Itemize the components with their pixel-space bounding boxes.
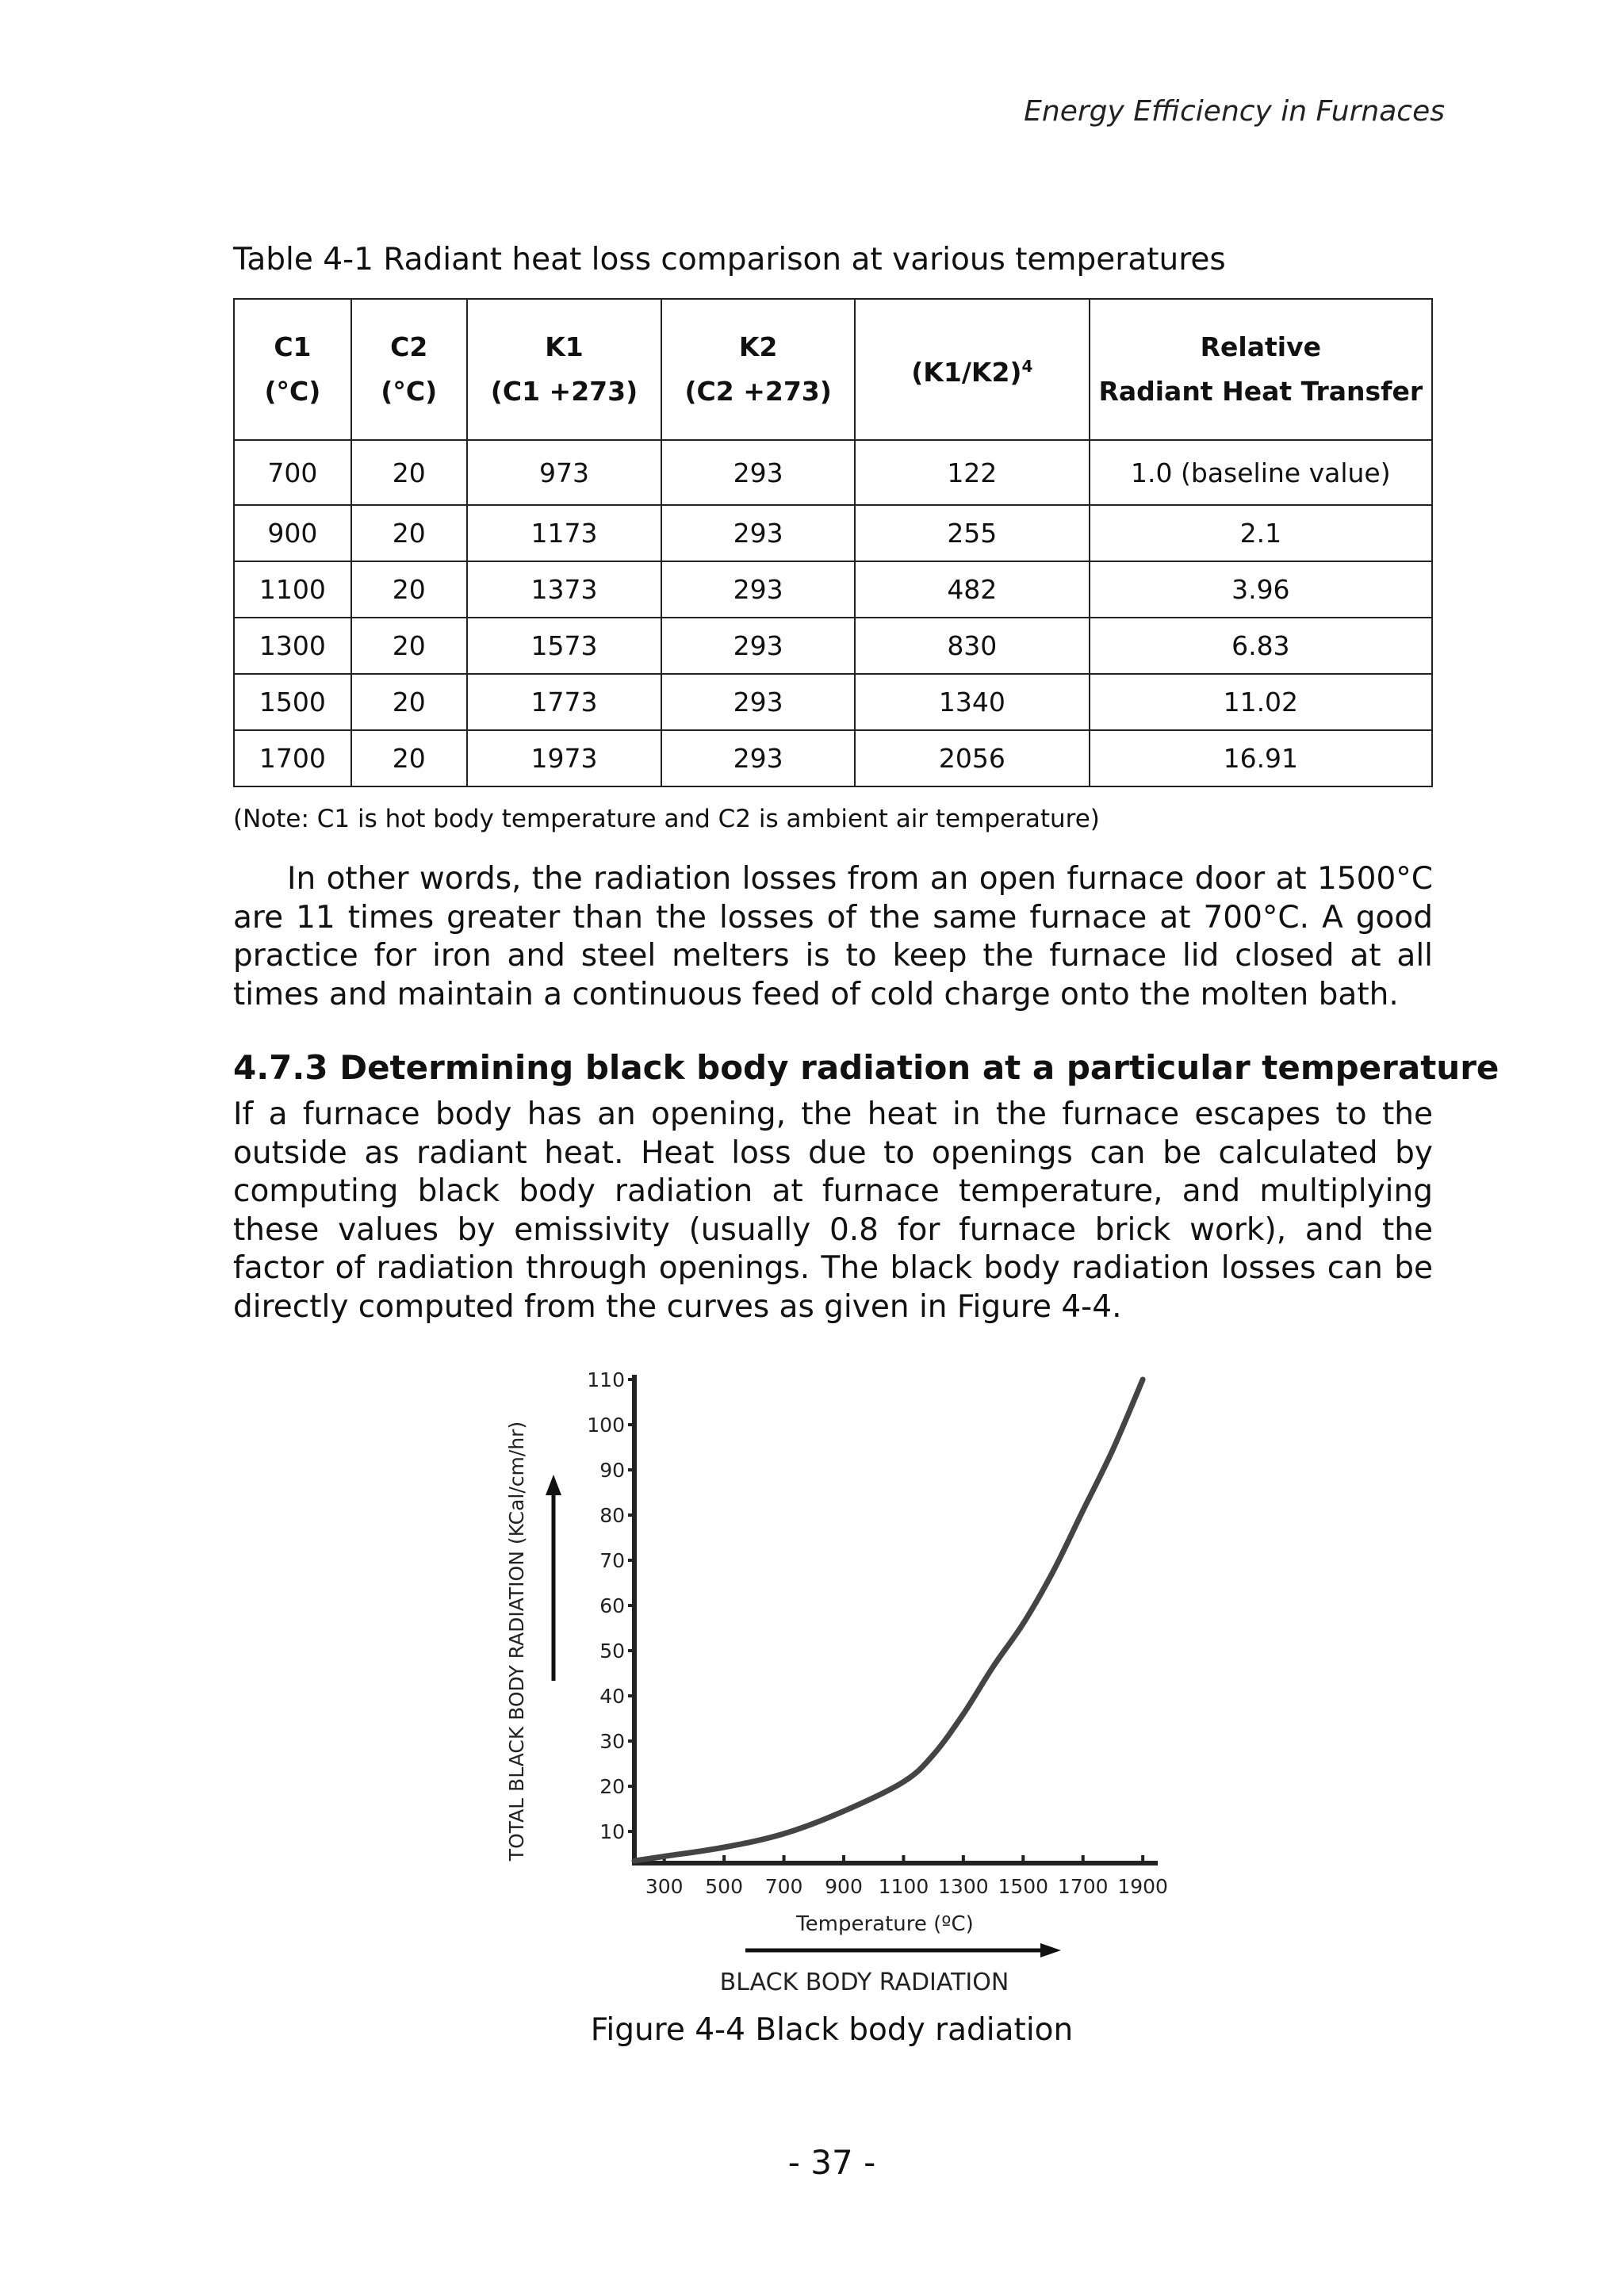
x-tick-label: 300	[645, 1875, 684, 1898]
radiant-heat-table	[233, 298, 1433, 787]
table-row: 1500 20 1773 293 1340 11.02	[234, 674, 1432, 730]
chart-title: BLACK BODY RADIATION	[719, 1969, 1009, 1996]
black-body-radiation-chart	[476, 1348, 1174, 1998]
y-tick-label: 50	[599, 1640, 625, 1663]
table-row: 1700 20 1973 293 2056 16.91	[234, 730, 1432, 786]
y-tick-label: 10	[599, 1820, 625, 1844]
running-head: Energy Efficiency in Furnaces	[1024, 95, 1445, 128]
x-tick-label: 900	[825, 1875, 863, 1898]
x-tick-label: 1100	[878, 1875, 929, 1898]
y-tick-label: 60	[599, 1594, 625, 1618]
y-tick-label: 40	[599, 1685, 625, 1709]
x-axis-label: Temperature (ºC)	[796, 1912, 974, 1936]
y-arrow-icon	[546, 1475, 561, 1681]
figure-caption: Figure 4-4 Black body radiation	[590, 2012, 1074, 2048]
page-number: - 37 -	[787, 2143, 876, 2182]
x-tick-label: 1900	[1117, 1875, 1168, 1898]
y-axis-label: TOTAL BLACK BODY RADIATION (KCal/cm/hr)	[505, 1421, 528, 1862]
x-tick-label: 700	[764, 1875, 803, 1898]
radiation-curve	[634, 1380, 1143, 1861]
x-tick-label: 500	[705, 1875, 744, 1898]
table-note: (Note: C1 is hot body temperature and C2 is ambient air temperature)	[233, 805, 1100, 833]
table-header-row	[234, 299, 1432, 440]
x-arrow-icon	[745, 1943, 1061, 1957]
col-header-c1: C1 (°C)	[234, 299, 351, 440]
y-tick-label: 20	[599, 1775, 625, 1799]
col-header-relative: Relative Radiant Heat Transfer	[1090, 299, 1432, 440]
col-header-k2: K2 (C2 +273)	[661, 299, 855, 440]
table-row: 1300 20 1573 293 830 6.83	[234, 618, 1432, 674]
x-tick-label: 1700	[1057, 1875, 1109, 1898]
col-header-ratio: $(K1/K2)^4$	[855, 299, 1090, 440]
y-tick-label: 100	[587, 1414, 625, 1437]
paragraph-black-body: If a furnace body has an opening, the heat in the furnace escapes to the outside as radiant heat. Heat loss due to openings can be calculated by computing black body radiation at furnace temperature, and multiplying these values by emissivity (usually 0.8 for furnace brick work), and the factor of radiation through openings. The black body radiation losses can be directly computed from the curves as given in Figure 4-4.	[233, 1096, 1433, 1325]
table-caption: Table 4-1 Radiant heat loss comparison at various temperatures	[233, 242, 1226, 277]
paragraph-radiation-losses: In other words, the radiation losses from an open furnace door at 1500°C are 11 times greater than the losses of the same furnace at 700°C. A good practice for iron and steel melters is to keep the furnace lid closed at all times and maintain a continuous feed of cold charge onto the molten bath.	[233, 861, 1433, 1012]
table-row: 700 20 973 293 122 1.0 (baseline value)	[234, 440, 1432, 505]
section-heading: 4.7.3 Determining black body radiation at a particular temperature	[233, 1048, 1500, 1087]
y-tick-label: 110	[587, 1368, 625, 1391]
col-header-k1: K1 (C1 +273)	[467, 299, 662, 440]
y-tick-label: 90	[599, 1459, 625, 1483]
y-tick-label: 80	[599, 1504, 625, 1528]
x-tick-label: 1300	[938, 1875, 989, 1898]
table-row: 1100 20 1373 293 482 3.96	[234, 561, 1432, 618]
table-row: 900 20 1173 293 255 2.1	[234, 505, 1432, 561]
y-tick-label: 30	[599, 1730, 625, 1754]
y-tick-label: 70	[599, 1549, 625, 1573]
x-tick-label: 1500	[998, 1875, 1049, 1898]
col-header-c2: C2 (°C)	[351, 299, 467, 440]
